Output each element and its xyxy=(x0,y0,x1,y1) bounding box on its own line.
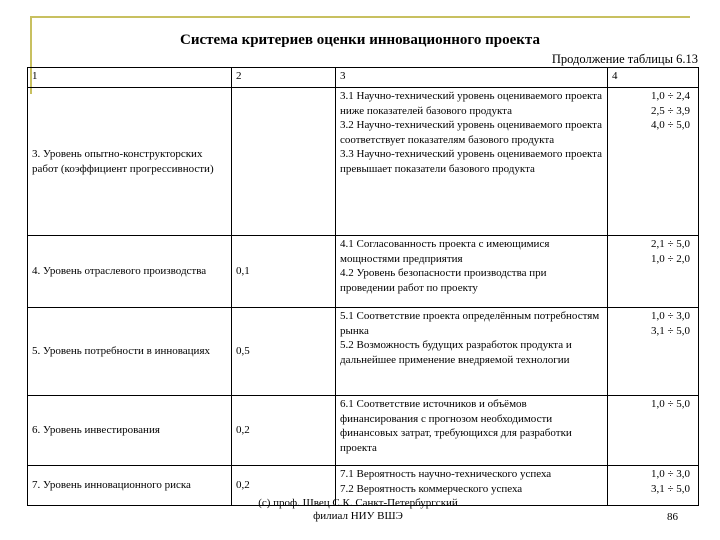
criterion-cell: 4. Уровень отраслевого производства xyxy=(28,236,232,308)
header-cell: 1 xyxy=(28,68,232,88)
range-value: 3,1 ÷ 5,0 xyxy=(650,324,690,337)
header-cell: 4 xyxy=(608,68,699,88)
items-cell xyxy=(336,88,608,236)
list-item: 3.1 Научно-технический уровень оцениваемого проекта ниже показателей базового продукта xyxy=(340,90,603,117)
decorative-top-rule xyxy=(30,16,690,18)
range-value: 1,0 ÷ 2,4 xyxy=(650,90,690,102)
range-value: 3,1 ÷ 5,0 xyxy=(650,482,690,495)
list-item: 7.1 Вероятность научно-технического успеха xyxy=(340,468,552,480)
table-row xyxy=(28,308,699,396)
range-value: 2,1 ÷ 5,0 xyxy=(650,238,690,250)
weight-cell: 0,5 xyxy=(232,308,336,396)
list-item: 3.3 Научно-технический уровень оцениваемого проекта превышает показатели базового продукта xyxy=(340,148,603,175)
criterion-cell: 7. Уровень инновационного риска xyxy=(28,466,232,506)
criterion-cell: 3. Уровень опытно-конструкторских работ (коэффициент прогрессивности) xyxy=(28,88,232,236)
table-header-row xyxy=(28,68,699,88)
criterion-cell: 5. Уровень потребности в инновациях xyxy=(28,308,232,396)
table-continuation-caption: Продолжение таблицы 6.13 xyxy=(551,52,698,66)
list-item: 3.2 Научно-технический уровень оцениваемого проекта соответствует показателям базового продукта xyxy=(340,119,603,146)
list-item: 4.2 Уровень безопасности производства при проведении работ по проекту xyxy=(340,267,547,294)
range-cell xyxy=(608,236,699,308)
items-cell xyxy=(336,396,608,466)
range-cell xyxy=(608,466,699,506)
footer-credit xyxy=(228,497,488,523)
range-cell xyxy=(608,308,699,396)
weight-cell: 0,2 xyxy=(232,466,336,506)
table-row xyxy=(28,396,699,466)
page-number: 86 xyxy=(667,511,678,523)
footer-line: (с) проф. Швец С.К. Санкт-Петербургский xyxy=(258,497,458,509)
range-value: 1,0 ÷ 2,0 xyxy=(650,252,690,265)
list-item: 7.2 Вероятность коммерческого успеха xyxy=(340,482,523,495)
table-row xyxy=(28,88,699,236)
range-cell xyxy=(608,88,699,236)
page-title: Система критериев оценки инновационного проекта xyxy=(180,32,540,48)
table-row xyxy=(28,236,699,308)
range-cell xyxy=(608,396,699,466)
criterion-cell: 6. Уровень инвестирования xyxy=(28,396,232,466)
range-value: 2,5 ÷ 3,9 xyxy=(650,104,690,117)
criteria-table xyxy=(27,67,699,506)
range-value: 4,0 ÷ 5,0 xyxy=(650,119,690,131)
footer-line: филиал НИУ ВШЭ xyxy=(313,510,403,522)
list-item: 4.1 Согласованность проекта с имеющимися мощностями предприятия xyxy=(340,238,550,265)
list-item: 5.1 Соответствие проекта определённым потребностям рынка xyxy=(340,310,600,337)
weight-cell xyxy=(232,88,336,236)
weight-cell: 0,2 xyxy=(232,396,336,466)
list-item: 6.1 Соответствие источников и объёмов финансирования с прогнозом необходимости финансовых затрат, требующихся для разработки проекта xyxy=(340,398,572,454)
range-value: 1,0 ÷ 5,0 xyxy=(650,398,690,410)
range-value: 1,0 ÷ 3,0 xyxy=(650,310,690,322)
list-item: 5.2 Возможность будущих разработок продукта и дальнейшее применение внедряемой технологии xyxy=(340,339,572,366)
items-cell xyxy=(336,308,608,396)
weight-cell: 0,1 xyxy=(232,236,336,308)
items-cell xyxy=(336,236,608,308)
range-value: 1,0 ÷ 3,0 xyxy=(650,468,690,480)
header-cell: 3 xyxy=(336,68,608,88)
header-cell: 2 xyxy=(232,68,336,88)
